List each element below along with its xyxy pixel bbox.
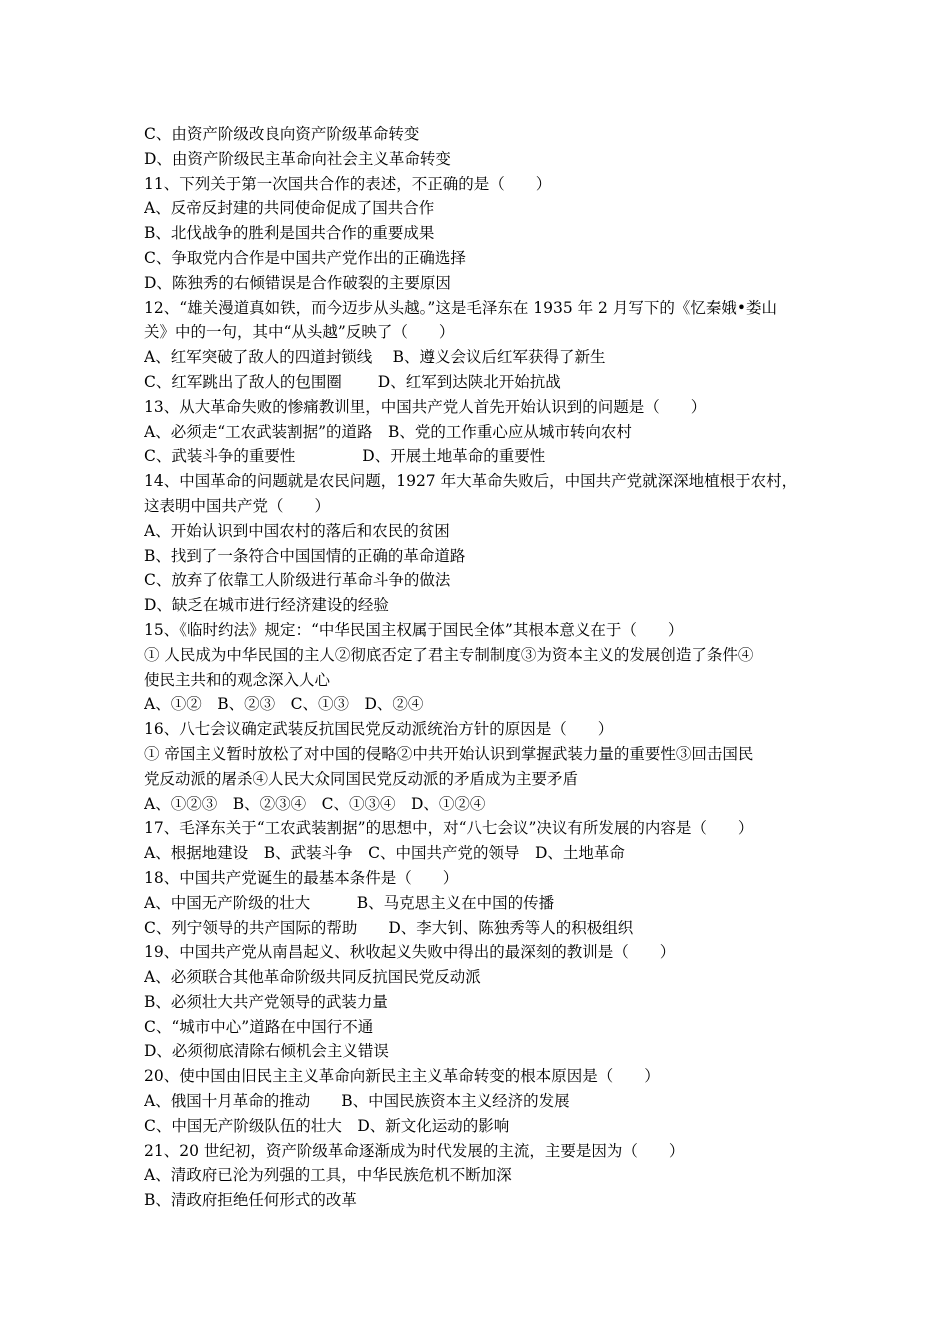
text-line: C、列宁领导的共产国际的帮助 D、李大钊、陈独秀等人的积极组织: [144, 918, 634, 937]
text-line: A、根据地建设 B、武装斗争 C、中国共产党的领导 D、土地革命: [144, 844, 625, 863]
text-line: 使民主共和的观念深入人心: [144, 670, 331, 689]
question-21: 21、20 世纪初，资产阶级革命逐渐成为时代发展的主流，主要是因为（ ）: [144, 1141, 685, 1160]
text-line: A、必须走“工农武装割据”的道路 B、党的工作重心应从城市转向农村: [144, 422, 632, 441]
question-18: 18、中国共产党诞生的最基本条件是（ ）: [144, 868, 459, 887]
question-20: 20、使中国由旧民主主义革命向新民主主义革命转变的根本原因是（ ）: [144, 1067, 660, 1086]
text-line: A、开始认识到中国农村的落后和农民的贫困: [144, 521, 450, 540]
text-line: A、①②③ B、②③④ C、①③④ D、①②④: [144, 794, 486, 813]
text-line: A、红军突破了敌人的四道封锁线 B、遵义会议后红军获得了新生: [144, 348, 606, 367]
text-line: ① 人民成为中华民国的主人②彻底否定了君主专制制度③为资本主义的发展创造了条件④: [144, 645, 754, 664]
text-line: A、反帝反封建的共同使命促成了国共合作: [144, 199, 435, 218]
text-line: ① 帝国主义暂时放松了对中国的侵略②中共开始认识到掌握武装力量的重要性③回击国民: [144, 744, 754, 763]
text-line: C、中国无产阶级队伍的壮大 D、新文化运动的影响: [144, 1116, 510, 1135]
text-line: A、中国无产阶级的壮大 B、马克思主义在中国的传播: [144, 893, 555, 912]
text-line: D、由资产阶级民主革命向社会主义革命转变: [144, 149, 451, 168]
text-line: C、放弃了依靠工人阶级进行革命斗争的做法: [144, 571, 451, 590]
text-line: 关》中的一句，其中“从头越”反映了（ ）: [144, 323, 455, 342]
question-15: 15、《临时约法》规定：“中华民国主权属于国民全体”其根本意义在于（ ）: [144, 620, 684, 639]
text-line: A、必须联合其他革命阶级共同反抗国民党反动派: [144, 968, 481, 987]
question-13: 13、从大革命失败的惨痛教训里，中国共产党人首先开始认识到的问题是（ ）: [144, 397, 707, 416]
question-17: 17、毛泽东关于“工农武装割据”的思想中，对“八七会议”决议有所发展的内容是（ ）: [144, 819, 754, 838]
text-line: B、北伐战争的胜利是国共合作的重要成果: [144, 224, 435, 243]
text-line: B、必须壮大共产党领导的武装力量: [144, 992, 388, 1011]
text-line: C、由资产阶级改良向资产阶级革命转变: [144, 125, 420, 143]
text-line: C、争取党内合作是中国共产党作出的正确选择: [144, 248, 466, 267]
document-page: [144, 122, 812, 1213]
text-line: A、俄国十月革命的推动 B、中国民族资本主义经济的发展: [144, 1092, 570, 1111]
text-line: 这表明中国共产党（ ）: [144, 496, 331, 515]
text-line: C、红军跳出了敌人的包围圈 D、红军到达陕北开始抗战: [144, 372, 561, 391]
question-14: 14、中国革命的问题就是农民问题，1927 年大革命失败后，中国共产党就深深地植根于农村，: [144, 472, 798, 491]
question-11: 11、下列关于第一次国共合作的表述，不正确的是（ ）: [144, 174, 552, 193]
question-19: 19、中国共产党从南昌起义、秋收起义失败中得出的最深刻的教训是（ ）: [144, 943, 676, 962]
text-line: D、陈独秀的右倾错误是合作破裂的主要原因: [144, 273, 451, 292]
text-line: D、必须彻底清除右倾机会主义错误: [144, 1042, 389, 1061]
text-line: D、缺乏在城市进行经济建设的经验: [144, 596, 389, 615]
question-16: 16、八七会议确定武装反抗国民党反动派统治方针的原因是（ ）: [144, 720, 614, 739]
text-line: C、“城市中心”道路在中国行不通: [144, 1017, 374, 1036]
text-line: 党反动派的屠杀④人民大众同国民党反动派的矛盾成为主要矛盾: [144, 769, 579, 788]
text-line: C、武装斗争的重要性 D、开展土地革命的重要性: [144, 447, 546, 466]
text-line: B、找到了一条符合中国国情的正确的革命道路: [144, 546, 466, 565]
text-line: B、清政府拒绝任何形式的改革: [144, 1191, 357, 1210]
question-12: 12、“雄关漫道真如铁，而今迈步从头越。”这是毛泽东在 1935 年 2 月写下的《忆秦娥•娄山: [144, 298, 777, 317]
text-line: A、清政府已沦为列强的工具，中华民族危机不断加深: [144, 1166, 512, 1185]
text-line: A、①② B、②③ C、①③ D、②④: [144, 695, 424, 714]
